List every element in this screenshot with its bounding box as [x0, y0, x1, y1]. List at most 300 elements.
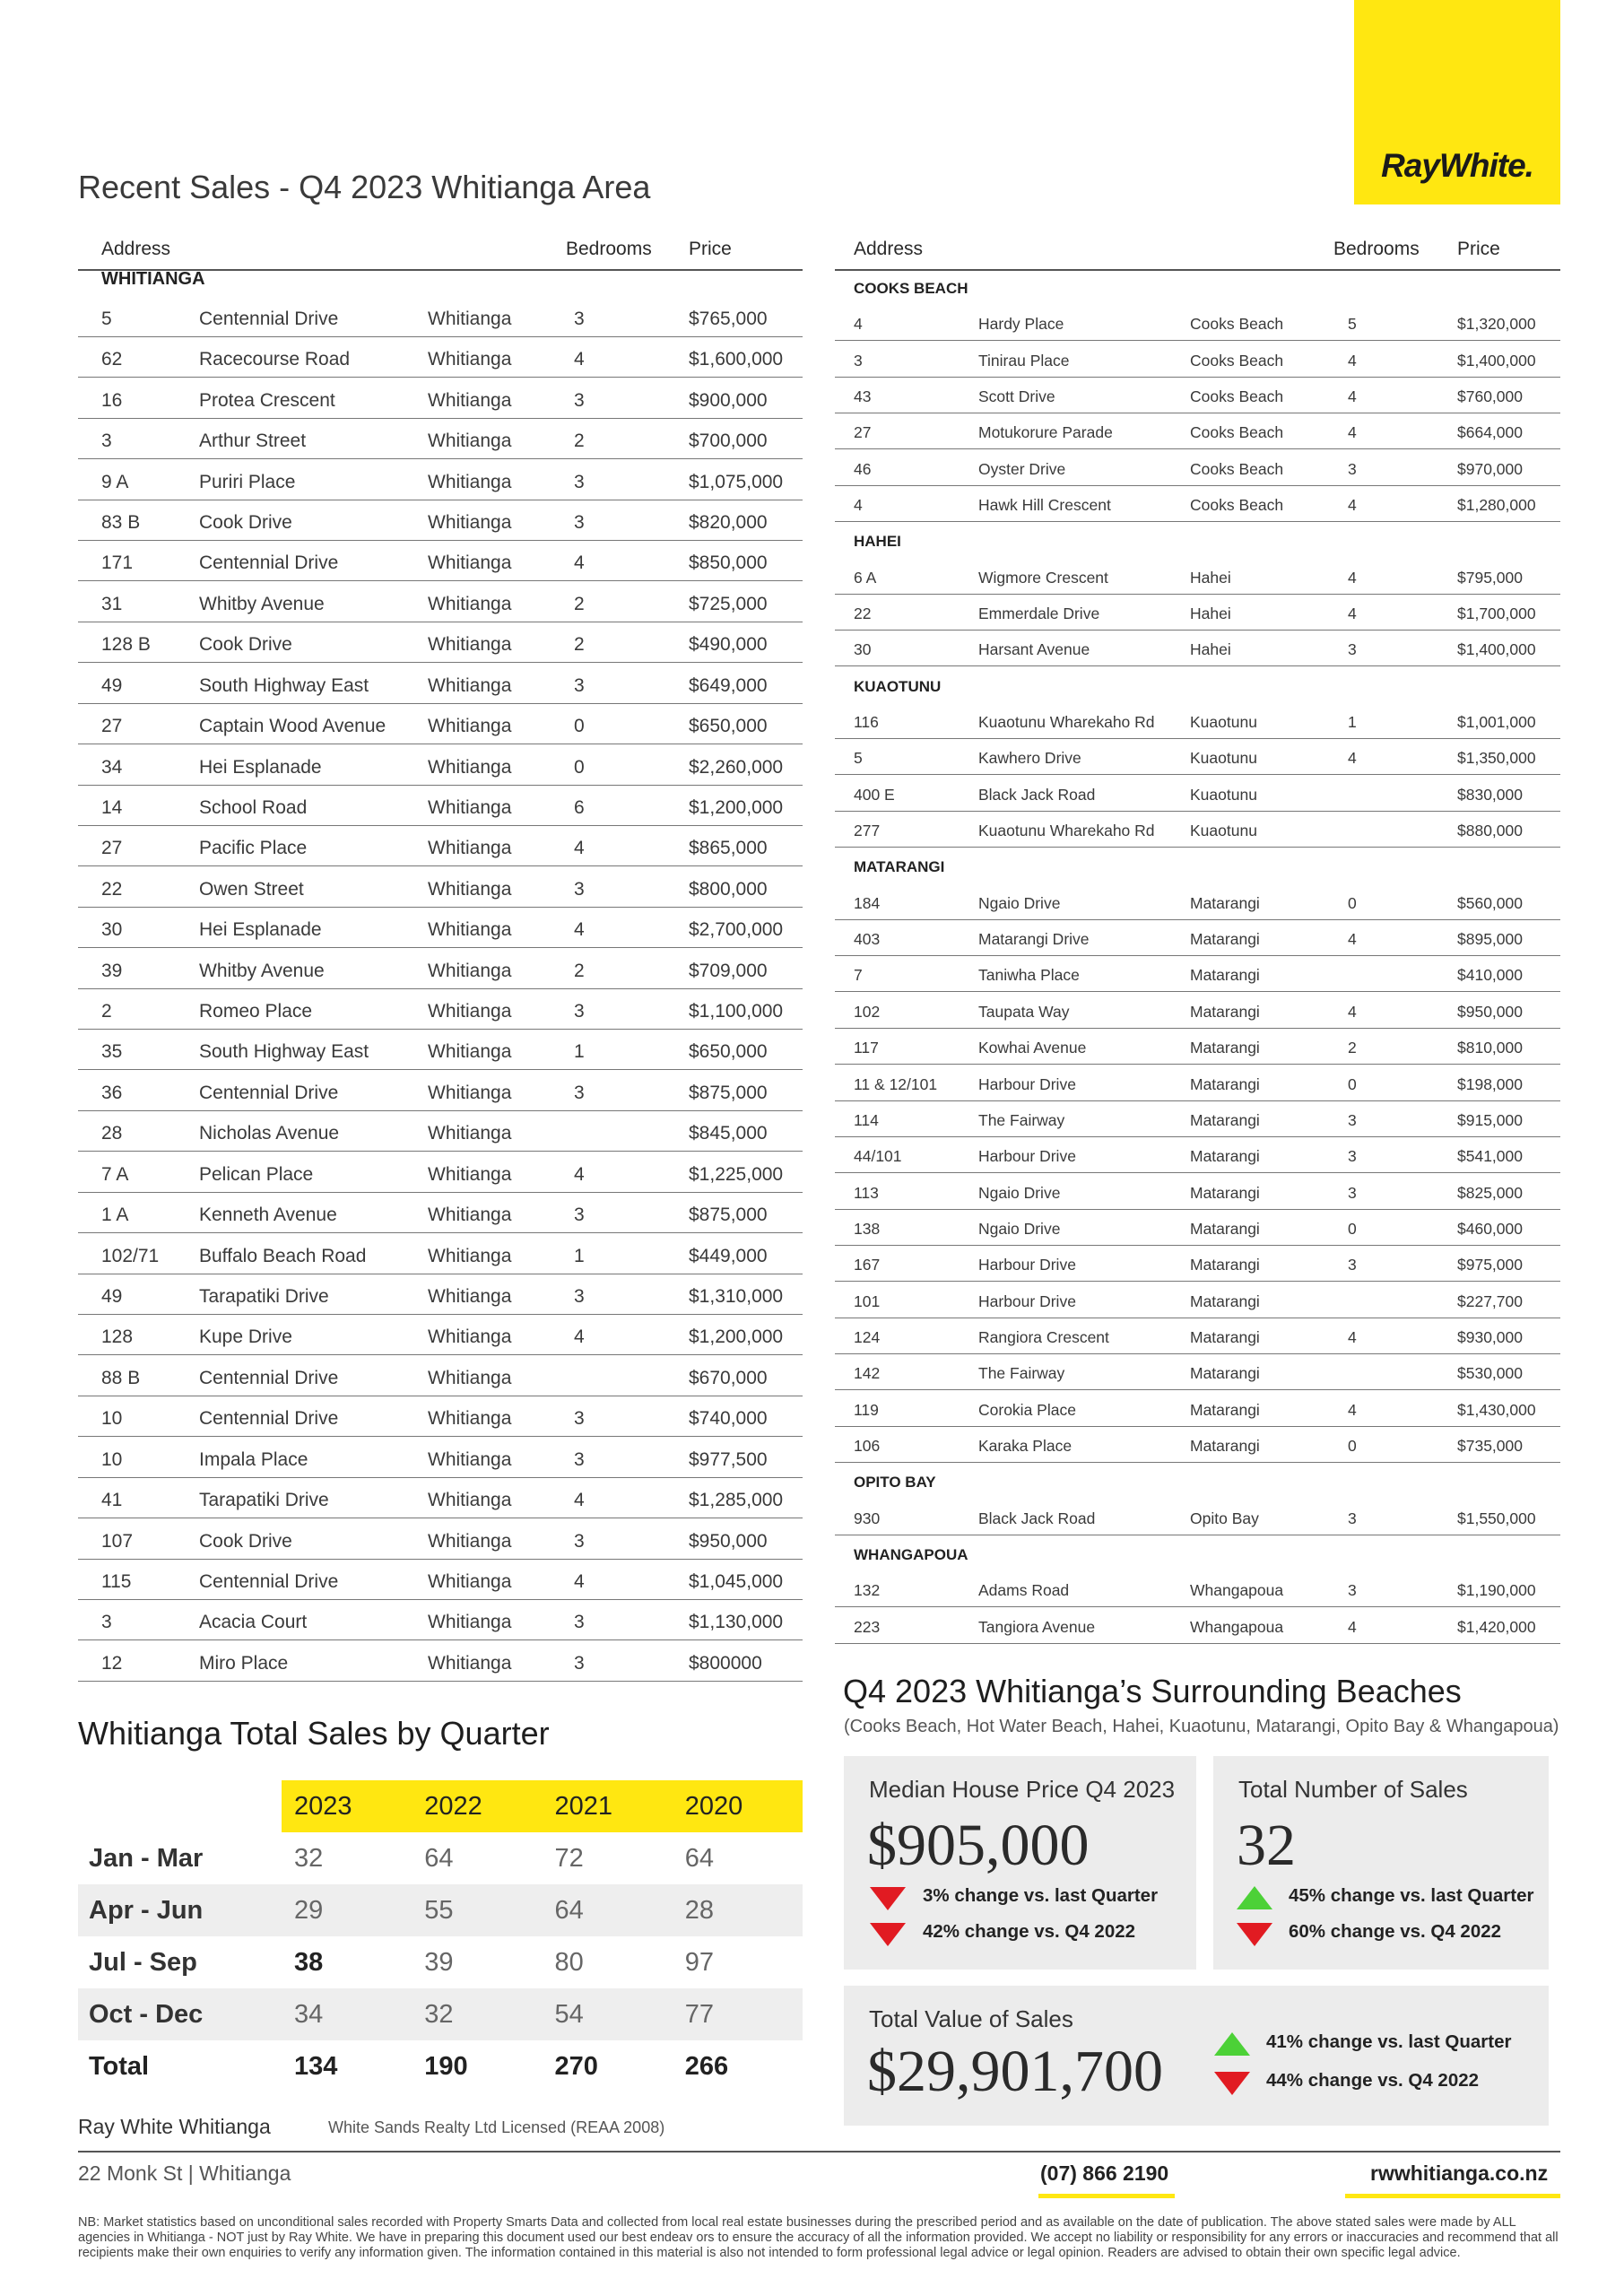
street-number: 46 [854, 459, 872, 478]
suburb: Kuaotunu [1190, 749, 1257, 768]
quarter-value: 77 [673, 1988, 803, 2040]
bedrooms: 4 [574, 1163, 585, 1185]
suburb: Whitianga [428, 308, 512, 329]
quarter-label: Total [89, 2051, 150, 2081]
bedrooms: 3 [574, 389, 585, 411]
table-row [835, 559, 1560, 595]
street-number: 49 [101, 674, 123, 696]
street-name: Arthur Street [199, 430, 307, 452]
suburb: Whitianga [428, 1082, 512, 1103]
bedrooms: 0 [574, 756, 585, 778]
street-name: Puriri Place [199, 471, 296, 492]
street-name: Tinirau Place [978, 351, 1070, 370]
price: $1,430,000 [1457, 1400, 1536, 1419]
suburb: Hahei [1190, 640, 1231, 659]
street-number: 223 [854, 1617, 881, 1636]
table-row [78, 826, 803, 866]
table-row [78, 1234, 803, 1274]
price: $850,000 [689, 552, 768, 574]
bedrooms: 3 [574, 1205, 585, 1226]
table-row [78, 337, 803, 378]
quarter-value: 54 [543, 1988, 673, 2040]
price: $915,000 [1457, 1110, 1523, 1129]
quarter-row [78, 1884, 803, 1936]
table-row [835, 1318, 1560, 1354]
header-price: Price [689, 239, 732, 259]
street-number: 9 A [101, 471, 129, 492]
street-number: 12 [101, 1652, 123, 1674]
table-row [835, 1355, 1560, 1391]
bedrooms: 0 [574, 716, 585, 737]
up-arrow-icon [1237, 1886, 1272, 1909]
table-row [78, 1396, 803, 1437]
table-row [78, 704, 803, 744]
price: $810,000 [1457, 1039, 1523, 1057]
street-number: 113 [854, 1183, 879, 1202]
street-number: 3 [101, 1612, 112, 1633]
quarter-value: 64 [424, 1843, 454, 1873]
header-bedrooms: Bedrooms [1333, 239, 1420, 259]
price: $1,280,000 [1457, 495, 1536, 514]
suburb: Whitianga [428, 389, 512, 411]
section-row [835, 522, 1560, 557]
price: $490,000 [689, 634, 768, 656]
price: $950,000 [1457, 1002, 1523, 1021]
quarter-label: Oct - Dec [78, 1988, 282, 2040]
price: $449,000 [689, 1245, 768, 1266]
bedrooms: 3 [574, 1530, 585, 1552]
suburb: Whitianga [428, 1326, 512, 1348]
price: $227,700 [1457, 1292, 1523, 1310]
street-name: Impala Place [199, 1448, 308, 1470]
bedrooms: 2 [574, 634, 585, 656]
street-number: 35 [101, 1041, 123, 1063]
table-row [78, 1316, 803, 1356]
table-row [835, 595, 1560, 631]
street-number: 106 [854, 1437, 881, 1456]
suburb: Whitianga [428, 1367, 512, 1388]
street-name: Hawk Hill Crescent [978, 495, 1111, 514]
suburb: Matarangi [1190, 930, 1260, 949]
up-arrow-icon [1214, 2032, 1250, 2056]
ray-white-logo [1354, 0, 1560, 204]
table-row [78, 664, 803, 704]
bedrooms: 3 [574, 878, 585, 900]
price: $460,000 [1457, 1219, 1523, 1238]
suburb: Cooks Beach [1190, 387, 1284, 405]
table-row [78, 1600, 803, 1640]
street-number: 49 [101, 1285, 123, 1307]
suburb: Whitianga [428, 1001, 512, 1022]
street-name: Romeo Place [199, 1001, 313, 1022]
price: $1,190,000 [1457, 1581, 1536, 1600]
section-label: OPITO BAY [854, 1474, 936, 1492]
street-number: 11 & 12/101 [854, 1074, 938, 1093]
section-row [835, 269, 1560, 304]
suburb: Matarangi [1190, 966, 1260, 985]
section-row [835, 667, 1560, 702]
suburb: Matarangi [1190, 1437, 1260, 1456]
street-name: Rangiora Crescent [978, 1327, 1109, 1346]
table-row [835, 486, 1560, 522]
header-address: Address [101, 239, 171, 259]
street-number: 41 [101, 1490, 123, 1511]
street-name: Kenneth Avenue [199, 1205, 337, 1226]
price: $1,420,000 [1457, 1617, 1536, 1636]
table-row [78, 1111, 803, 1152]
price: $1,320,000 [1457, 315, 1536, 334]
price: $830,000 [1457, 785, 1523, 804]
street-number: 277 [854, 822, 881, 840]
quarter-value: 34 [282, 1988, 412, 2040]
quarter-label: Jul - Sep [89, 1947, 197, 1977]
table-row [78, 1031, 803, 1071]
price: $2,700,000 [689, 919, 784, 941]
bedrooms: 3 [1348, 1147, 1357, 1166]
bedrooms: 0 [1348, 893, 1357, 912]
total-label: Total Value of Sales [869, 2005, 1073, 2032]
street-name: Miro Place [199, 1652, 289, 1674]
table-row [78, 949, 803, 989]
street-number: 22 [101, 878, 123, 900]
table-row [835, 812, 1560, 848]
price: $709,000 [689, 960, 768, 981]
street-number: 2 [101, 1001, 112, 1022]
table-row [835, 1174, 1560, 1210]
price: $1,200,000 [689, 1326, 784, 1348]
quarter-value: 28 [673, 1884, 803, 1936]
suburb: Whitianga [428, 552, 512, 574]
quarter-value: 55 [412, 1884, 542, 1936]
street-number: 14 [101, 796, 123, 818]
street-name: Captain Wood Avenue [199, 716, 386, 737]
suburb: Whitianga [428, 1530, 512, 1552]
bedrooms: 2 [574, 593, 585, 614]
bedrooms: 3 [1348, 1256, 1357, 1274]
bedrooms: 3 [574, 1652, 585, 1674]
left-table-header [78, 239, 803, 271]
price: $820,000 [689, 512, 768, 533]
street-number: 62 [101, 349, 123, 370]
price: $1,045,000 [689, 1570, 784, 1592]
quarter-value: 64 [684, 1843, 715, 1873]
price: $865,000 [689, 838, 768, 859]
bedrooms: 4 [1348, 387, 1357, 405]
table-row [78, 1641, 803, 1682]
bedrooms: 3 [574, 1448, 585, 1470]
street-name: Harbour Drive [978, 1292, 1076, 1310]
suburb: Cooks Beach [1190, 495, 1284, 514]
street-number: 1 A [101, 1205, 129, 1226]
street-name: Taniwha Place [978, 966, 1080, 985]
table-row [835, 1427, 1560, 1463]
suburb: Whitianga [428, 796, 512, 818]
street-number: 119 [854, 1400, 879, 1419]
bedrooms: 3 [1348, 1183, 1357, 1202]
street-name: Emmerdale Drive [978, 604, 1100, 622]
price: $1,600,000 [689, 349, 784, 370]
street-name: Cook Drive [199, 1530, 292, 1552]
quarter-value: 270 [554, 2051, 598, 2081]
street-name: Centennial Drive [199, 1082, 339, 1103]
suburb: Hahei [1190, 568, 1231, 587]
bedrooms: 4 [574, 1570, 585, 1592]
street-number: 4 [854, 315, 863, 334]
street-name: Tangiora Avenue [978, 1617, 1096, 1636]
table-row [835, 957, 1560, 993]
suburb: Whitianga [428, 1285, 512, 1307]
street-number: 117 [854, 1039, 879, 1057]
table-row [835, 342, 1560, 378]
table-row [835, 703, 1560, 739]
quarter-value: 64 [543, 1884, 673, 1936]
street-number: 44/101 [854, 1147, 902, 1166]
street-name: Karaka Place [978, 1437, 1073, 1456]
street-name: Kowhai Avenue [978, 1039, 1087, 1057]
suburb: Whangapoua [1190, 1581, 1284, 1600]
suburb: Matarangi [1190, 1364, 1260, 1383]
bedrooms: 3 [574, 308, 585, 329]
page-title: Recent Sales - Q4 2023 Whitianga Area [78, 169, 651, 205]
street-name: Protea Crescent [199, 389, 335, 411]
suburb: Whitianga [428, 960, 512, 981]
price: $1,100,000 [689, 1001, 784, 1022]
quarter-row [78, 1988, 803, 2040]
street-number: 102 [854, 1002, 881, 1021]
bedrooms: 4 [574, 1326, 585, 1348]
section-row [835, 1535, 1560, 1570]
table-row [78, 786, 803, 826]
quarter-value: 32 [412, 1988, 542, 2040]
street-name: Centennial Drive [199, 1408, 339, 1430]
table-row [835, 1572, 1560, 1608]
bedrooms: 1 [574, 1041, 585, 1063]
suburb: Hahei [1190, 604, 1231, 622]
bedrooms: 2 [574, 960, 585, 981]
bedrooms: 4 [574, 1490, 585, 1511]
suburb: Whitianga [428, 430, 512, 452]
street-name: Cook Drive [199, 634, 292, 656]
suburb: Whitianga [428, 593, 512, 614]
median-change-quarter: 3% change vs. last Quarter [923, 1885, 1159, 1906]
street-number: 184 [854, 893, 881, 912]
table-row [78, 745, 803, 786]
street-name: Hei Esplanade [199, 756, 322, 778]
table-row [835, 1101, 1560, 1137]
suburb: Matarangi [1190, 1110, 1260, 1129]
price: $900,000 [689, 389, 768, 411]
suburb: Whitianga [428, 1041, 512, 1063]
table-row [835, 450, 1560, 486]
bedrooms: 4 [1348, 1617, 1357, 1636]
street-number: 43 [854, 387, 872, 405]
phone-number[interactable]: (07) 866 2190 [1040, 2161, 1169, 2185]
website-link[interactable]: rwwhitianga.co.nz [1370, 2161, 1549, 2185]
street-name: Hei Esplanade [199, 919, 322, 941]
street-name: Racecourse Road [199, 349, 351, 370]
price: $410,000 [1457, 966, 1523, 985]
street-name: Nicholas Avenue [199, 1123, 340, 1144]
bedrooms: 3 [574, 1285, 585, 1307]
table-row [78, 1193, 803, 1233]
street-name: Wigmore Crescent [978, 568, 1108, 587]
street-number: 124 [854, 1327, 881, 1346]
table-row [835, 378, 1560, 413]
quarter-value: 72 [554, 1843, 584, 1873]
bedrooms: 4 [1348, 1327, 1357, 1346]
section-label: WHANGAPOUA [854, 1546, 968, 1564]
suburb: Whitianga [428, 716, 512, 737]
street-name: Motukorure Parade [978, 423, 1113, 442]
count-change-year: 60% change vs. Q4 2022 [1289, 1921, 1502, 1942]
suburb: Whitianga [428, 1652, 512, 1674]
price: $650,000 [689, 1041, 768, 1063]
street-number: 7 [854, 966, 863, 985]
street-name: Whitby Avenue [199, 593, 325, 614]
suburb: Whitianga [428, 349, 512, 370]
suburb: Whitianga [428, 919, 512, 941]
table-row [78, 1560, 803, 1600]
street-name: Harbour Drive [978, 1256, 1076, 1274]
section-label: WHITIANGA [101, 269, 205, 289]
suburb: Matarangi [1190, 1219, 1260, 1238]
street-name: Scott Drive [978, 387, 1055, 405]
beaches-title: Q4 2023 Whitianga’s Surrounding Beaches [843, 1673, 1462, 1709]
price: $760,000 [1457, 387, 1523, 405]
street-name: Corokia Place [978, 1400, 1076, 1419]
price: $650,000 [689, 716, 768, 737]
table-row [78, 460, 803, 500]
bedrooms: 3 [574, 471, 585, 492]
suburb: Whitianga [428, 1448, 512, 1470]
section-row [835, 848, 1560, 883]
median-label: Median House Price Q4 2023 [869, 1776, 1176, 1803]
bedrooms: 3 [574, 512, 585, 533]
price: $1,700,000 [1457, 604, 1536, 622]
sales-count-card [1213, 1756, 1549, 1970]
street-name: Centennial Drive [199, 552, 339, 574]
price: $740,000 [689, 1408, 768, 1430]
beaches-subtitle: (Cooks Beach, Hot Water Beach, Hahei, Kuaotunu, Matarangi, Opito Bay & Whangapoua) [844, 1717, 1559, 1736]
suburb: Matarangi [1190, 1400, 1260, 1419]
price: $1,075,000 [689, 471, 784, 492]
street-number: 107 [101, 1530, 134, 1552]
street-number: 36 [101, 1082, 123, 1103]
bedrooms: 4 [1348, 604, 1357, 622]
street-number: 128 [101, 1326, 134, 1348]
suburb: Matarangi [1190, 1074, 1260, 1093]
table-row [835, 993, 1560, 1029]
logo-text: RayWhite. [1381, 147, 1533, 184]
quarter-value: 39 [424, 1947, 454, 1977]
street-number: 34 [101, 756, 123, 778]
bedrooms: 3 [574, 1408, 585, 1430]
price: $1,310,000 [689, 1285, 784, 1307]
quarter-value: 80 [554, 1947, 584, 1977]
suburb: Whitianga [428, 1408, 512, 1430]
street-number: 22 [854, 604, 872, 622]
price: $1,001,000 [1457, 713, 1536, 732]
street-number: 16 [101, 389, 123, 411]
price: $1,400,000 [1457, 351, 1536, 370]
suburb: Whitianga [428, 1490, 512, 1511]
quarter-value: 29 [282, 1884, 412, 1936]
median-price-card [844, 1756, 1196, 1970]
bedrooms: 3 [1348, 1110, 1357, 1129]
street-number: 27 [854, 423, 872, 442]
suburb: Opito Bay [1190, 1509, 1259, 1527]
quarter-value: 32 [294, 1843, 324, 1873]
suburb: Matarangi [1190, 1002, 1260, 1021]
down-arrow-icon [870, 1887, 906, 1910]
footer-divider [78, 2151, 1560, 2152]
table-row [835, 1391, 1560, 1427]
bedrooms: 5 [1348, 315, 1357, 334]
suburb: Matarangi [1190, 1292, 1260, 1310]
suburb: Whitianga [428, 512, 512, 533]
street-number: 10 [101, 1448, 123, 1470]
bedrooms: 1 [574, 1245, 585, 1266]
bedrooms: 3 [1348, 459, 1357, 478]
suburb: Whitianga [428, 878, 512, 900]
street-name: Tarapatiki Drive [199, 1285, 329, 1307]
street-number: 403 [854, 930, 881, 949]
table-row [78, 500, 803, 541]
table-row [78, 1519, 803, 1560]
street-number: 39 [101, 960, 123, 981]
section-label: KUAOTUNU [854, 677, 942, 695]
price: $530,000 [1457, 1364, 1523, 1383]
table-row [78, 542, 803, 582]
suburb: Matarangi [1190, 1039, 1260, 1057]
quarter-value: 266 [684, 2051, 729, 2081]
table-row [78, 1356, 803, 1396]
phone-underline [1038, 2194, 1175, 2198]
table-row [835, 1608, 1560, 1644]
street-name: Adams Road [978, 1581, 1070, 1600]
street-name: Buffalo Beach Road [199, 1245, 367, 1266]
price: $1,225,000 [689, 1163, 784, 1185]
table-row [835, 1029, 1560, 1065]
quarter-total-row [78, 2040, 803, 2092]
table-row [78, 1274, 803, 1315]
suburb: Whitianga [428, 1245, 512, 1266]
price: $664,000 [1457, 423, 1523, 442]
bedrooms: 4 [574, 552, 585, 574]
street-number: 400 E [854, 785, 895, 804]
suburb: Whitianga [428, 1163, 512, 1185]
suburb: Matarangi [1190, 1327, 1260, 1346]
street-name: The Fairway [978, 1364, 1065, 1383]
suburb: Cooks Beach [1190, 423, 1284, 442]
website-underline [1345, 2194, 1560, 2198]
price: $1,130,000 [689, 1612, 784, 1633]
price: $198,000 [1457, 1074, 1523, 1093]
total-change-year: 44% change vs. Q4 2022 [1266, 2070, 1480, 2091]
count-label: Total Number of Sales [1238, 1776, 1468, 1803]
street-number: 101 [854, 1292, 881, 1310]
year-2020: 2020 [673, 1780, 803, 1832]
street-number: 6 A [854, 568, 877, 587]
street-name: Kuaotunu Wharekaho Rd [978, 822, 1155, 840]
price: $1,550,000 [1457, 1509, 1536, 1527]
section-row [78, 269, 803, 296]
street-name: Centennial Drive [199, 1367, 339, 1388]
count-change-quarter: 45% change vs. last Quarter [1289, 1885, 1534, 1906]
table-row [78, 867, 803, 908]
street-number: 7 A [101, 1163, 129, 1185]
table-row [835, 884, 1560, 920]
